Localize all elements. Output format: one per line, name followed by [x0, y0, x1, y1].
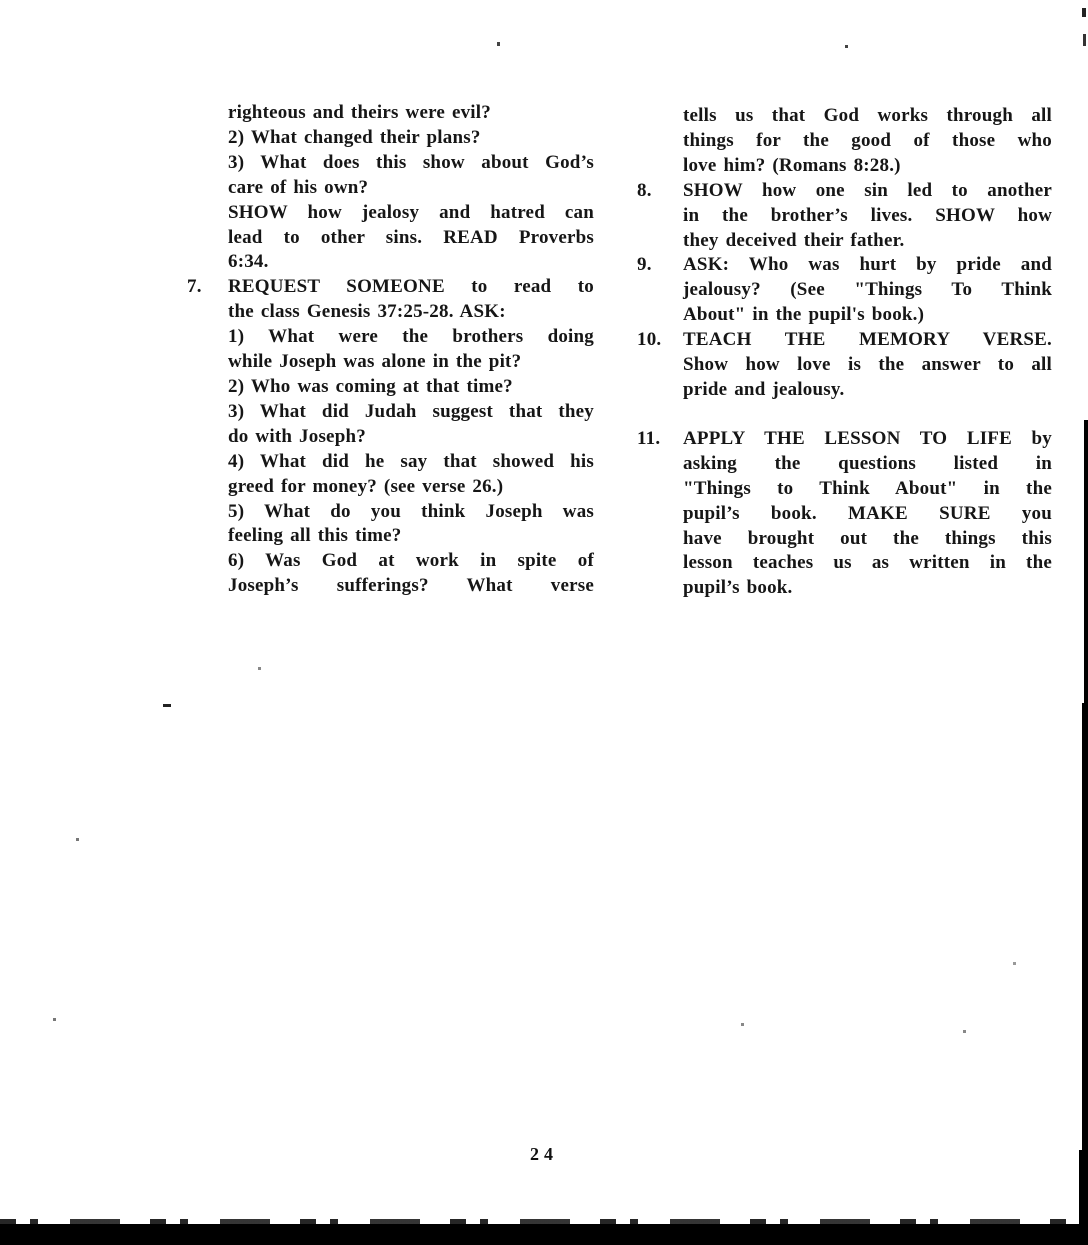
text-line: righteous and theirs were evil? — [228, 102, 491, 123]
text-line: Joseph’s sufferings? What verse — [228, 575, 594, 597]
list-item — [637, 427, 1052, 601]
list-item — [637, 104, 1052, 179]
text-line: jealousy? (See "Things To Think — [683, 279, 1052, 301]
scan-edge-strip — [1084, 420, 1088, 705]
scan-speck — [76, 838, 79, 841]
text-line: while Joseph was alone in the pit? — [228, 351, 522, 373]
text-line: REQUEST SOMEONE to read to — [228, 276, 594, 298]
scan-bottom-bar — [0, 1224, 1088, 1245]
item-text — [683, 104, 1052, 179]
list-item — [187, 275, 594, 599]
text-line: things for the good of those who — [683, 129, 1052, 151]
text-line: 2) Who was coming at that time? — [228, 375, 513, 397]
text-line: ASK: Who was hurt by pride and — [683, 254, 1052, 276]
text-line: Show how love is the answer to all — [683, 354, 1052, 376]
text-line: lead to other sins. READ Proverbs — [228, 226, 594, 248]
text-line: 3) What does this show about God’s — [228, 151, 594, 173]
text-line: 6) Was God at work in spite of — [228, 550, 594, 572]
scan-speck — [741, 1023, 744, 1026]
text-line: 5) What do you think Joseph was — [228, 500, 594, 522]
scan-speck — [258, 667, 261, 670]
column-right — [637, 104, 1052, 601]
text-line: SHOW how one sin led to another — [683, 179, 1052, 201]
text-line: 2) What changed their plans? — [228, 126, 481, 148]
item-text — [683, 179, 1052, 254]
scan-speck — [1082, 8, 1086, 17]
scan-speck — [845, 45, 848, 48]
item-number: 7. — [187, 276, 202, 298]
item-text — [683, 328, 1052, 403]
scan-speck — [1013, 962, 1016, 965]
column-left — [187, 101, 594, 599]
text-line: they deceived their father. — [683, 229, 905, 251]
text-line: love him? (Romans 8:28.) — [683, 154, 901, 176]
scan-speck — [1083, 34, 1086, 46]
text-line: feeling all this time? — [228, 525, 402, 547]
text-line: pupil’s book. MAKE SURE you — [683, 502, 1052, 524]
scan-speck — [963, 1030, 966, 1033]
text-line: APPLY THE LESSON TO LIFE by — [683, 427, 1052, 449]
list-item — [187, 101, 594, 275]
text-line: TEACH THE MEMORY VERSE. — [683, 329, 1052, 351]
text-line: have brought out the things this — [683, 527, 1052, 549]
text-line: tells us that God works through all — [683, 105, 1052, 126]
text-line: 4) What did he say that showed his — [228, 450, 594, 472]
text-line: SHOW how jealosy and hatred can — [228, 201, 594, 223]
text-line: lesson teaches us as written in the — [683, 552, 1052, 574]
text-line: "Things to Think About" in the — [683, 477, 1052, 499]
text-line: 3) What did Judah suggest that they — [228, 400, 594, 422]
item-number: 11. — [637, 427, 661, 449]
scan-edge-strip — [1079, 1150, 1088, 1245]
text-line: greed for money? (see verse 26.) — [228, 475, 504, 497]
text-line: About" in the pupil's book.) — [683, 304, 925, 326]
scan-speck — [53, 1018, 56, 1021]
list-item — [637, 179, 1052, 254]
item-number: 9. — [637, 254, 652, 276]
text-line: do with Joseph? — [228, 425, 366, 447]
item-text — [228, 275, 594, 599]
text-line: in the brother’s lives. SHOW how — [683, 204, 1052, 226]
text-line: care of his own? — [228, 176, 369, 198]
text-line: 1) What were the brothers doing — [228, 326, 594, 348]
item-number: 10. — [637, 329, 662, 351]
list-item — [637, 253, 1052, 328]
item-text — [228, 101, 594, 275]
item-number: 8. — [637, 179, 652, 201]
scan-speck — [497, 42, 500, 46]
text-line: asking the questions listed in — [683, 452, 1052, 474]
text-line: 6:34. — [228, 251, 269, 273]
scan-speck — [163, 704, 171, 707]
page-number: 24 — [530, 1144, 558, 1164]
item-text — [683, 253, 1052, 328]
text-line: the class Genesis 37:25-28. ASK: — [228, 301, 506, 323]
text-line: pride and jealousy. — [683, 378, 845, 400]
text-line: pupil’s book. — [683, 577, 793, 599]
item-text — [683, 427, 1052, 601]
list-item — [637, 328, 1052, 403]
